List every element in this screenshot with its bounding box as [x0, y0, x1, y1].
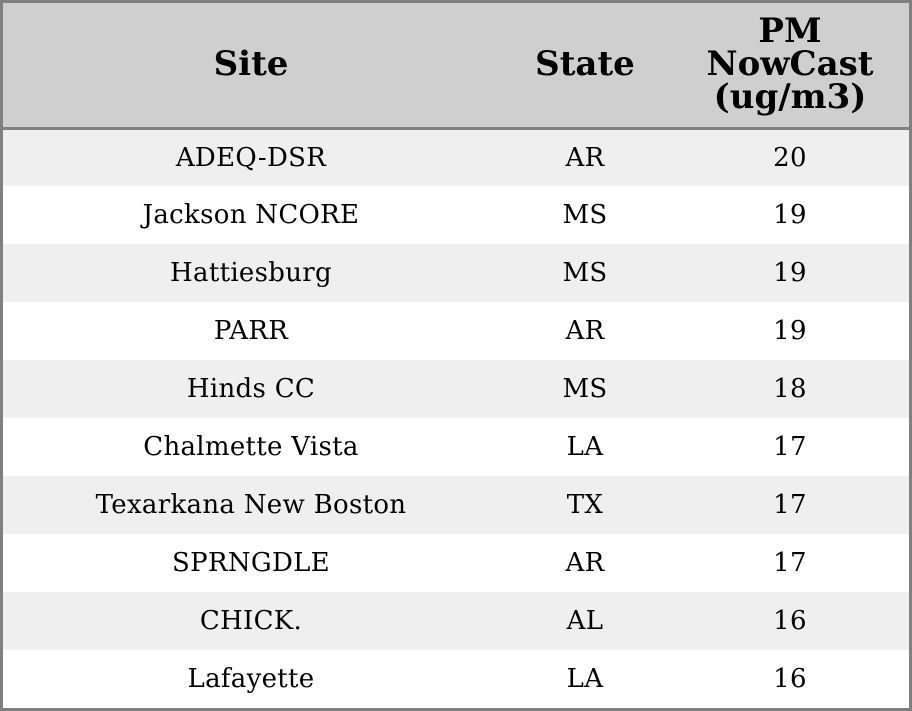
header-row: [3, 3, 909, 128]
column-header-pm-nowcast: [671, 3, 909, 128]
cell-pm: 17: [773, 432, 807, 462]
cell-site: ADEQ-DSR: [175, 142, 327, 173]
column-header-site: Site: [3, 3, 499, 128]
table-row: [3, 186, 909, 244]
cell-site: SPRNGDLE: [172, 548, 330, 578]
cell-site: Texarkana New Boston: [95, 490, 407, 520]
cell-pm: 19: [773, 258, 807, 288]
cell-state: AL: [566, 606, 604, 636]
table-body: [3, 128, 909, 707]
column-header-state: State: [499, 3, 671, 128]
cell-pm: 17: [773, 548, 807, 578]
cell-state: MS: [562, 374, 608, 404]
cell-site: Lafayette: [187, 663, 315, 694]
cell-state: MS: [562, 200, 608, 230]
table-row: [3, 476, 909, 534]
cell-site: PARR: [213, 316, 289, 346]
cell-site: CHICK.: [199, 606, 303, 636]
cell-state: LA: [566, 663, 604, 694]
cell-site: Hattiesburg: [170, 258, 332, 288]
table-row: [3, 244, 909, 302]
cell-site: Chalmette Vista: [143, 432, 359, 462]
cell-pm: 19: [773, 316, 807, 346]
column-header-pm-line1: PM: [758, 11, 822, 52]
cell-pm: 20: [773, 142, 807, 173]
table-row: [3, 302, 909, 360]
cell-state: MS: [562, 258, 608, 288]
cell-pm: 16: [773, 663, 807, 694]
table-row: [3, 592, 909, 650]
column-header-pm-line3: (ug/m3): [713, 77, 867, 118]
cell-state: LA: [566, 432, 604, 462]
table-row: [3, 650, 909, 707]
cell-pm: 18: [773, 374, 807, 404]
cell-pm: 16: [773, 606, 807, 636]
cell-pm: 19: [773, 200, 807, 230]
cell-state: AR: [565, 548, 605, 578]
cell-state: AR: [565, 142, 605, 173]
table-row: [3, 418, 909, 476]
table-header: [3, 3, 909, 128]
table-row: [3, 534, 909, 592]
table-row: [3, 128, 909, 186]
table-row: [3, 360, 909, 418]
cell-site: Jackson NCORE: [142, 200, 360, 230]
cell-site: Hinds CC: [186, 374, 316, 404]
cell-pm: 17: [773, 490, 807, 520]
cell-state: TX: [566, 490, 604, 520]
cell-state: AR: [565, 316, 605, 346]
pm-nowcast-table: [3, 3, 909, 707]
column-header-pm-line2: NowCast: [706, 44, 874, 85]
